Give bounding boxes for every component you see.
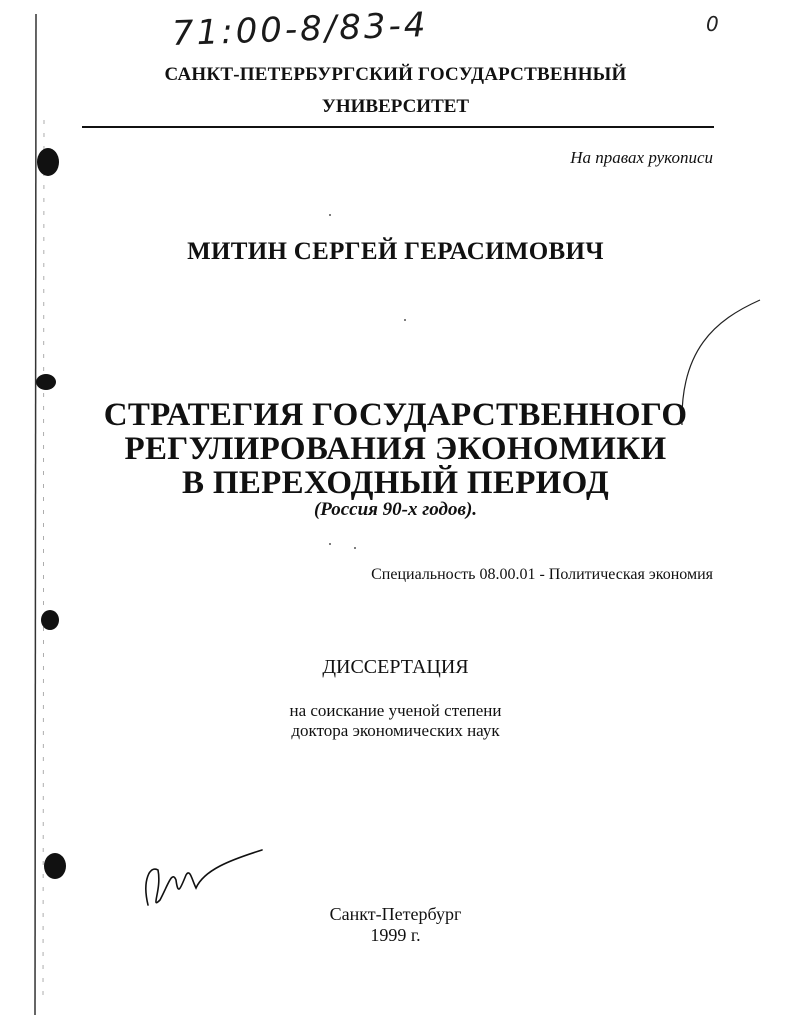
title-line-1: СТРАТЕГИЯ ГОСУДАРСТВЕННОГО [103, 397, 688, 433]
year: 1999 г. [370, 925, 421, 945]
university-name-line1: САНКТ-ПЕТЕРБУРГСКИЙ ГОСУДАРСТВЕННЫЙ [164, 64, 627, 85]
signature-mark-icon [146, 850, 262, 905]
manuscript-note: На правах рукописи [570, 148, 713, 167]
binding-hole-icon [41, 610, 59, 630]
title-subtitle: (Россия 90-х годов). [313, 499, 478, 520]
dissertation-label: ДИССЕРТАЦИЯ [322, 656, 469, 678]
city: Санкт-Петербург [329, 904, 462, 924]
header-divider [82, 126, 714, 128]
degree-line-2: доктора экономических наук [291, 721, 500, 740]
title-line-2: РЕГУЛИРОВАНИЯ ЭКОНОМИКИ [124, 431, 667, 467]
specialty-line: Специальность 08.00.01 - Политическая экономия [371, 566, 713, 583]
author-name: МИТИН СЕРГЕЙ ГЕРАСИМОВИЧ [187, 238, 604, 265]
degree-line-1: на соискание ученой степени [289, 701, 502, 720]
binding-hole-icon [44, 853, 66, 879]
binding-hole-icon [37, 148, 59, 176]
title-line-3: В ПЕРЕХОДНЫЙ ПЕРИОД [182, 465, 609, 501]
archive-code-handwritten: 71:00-8/83-4 [171, 5, 430, 54]
corner-mark: 0 [706, 12, 719, 36]
university-name-line2: УНИВЕРСИТЕТ [321, 96, 470, 117]
binding-hole-icon [36, 374, 56, 390]
